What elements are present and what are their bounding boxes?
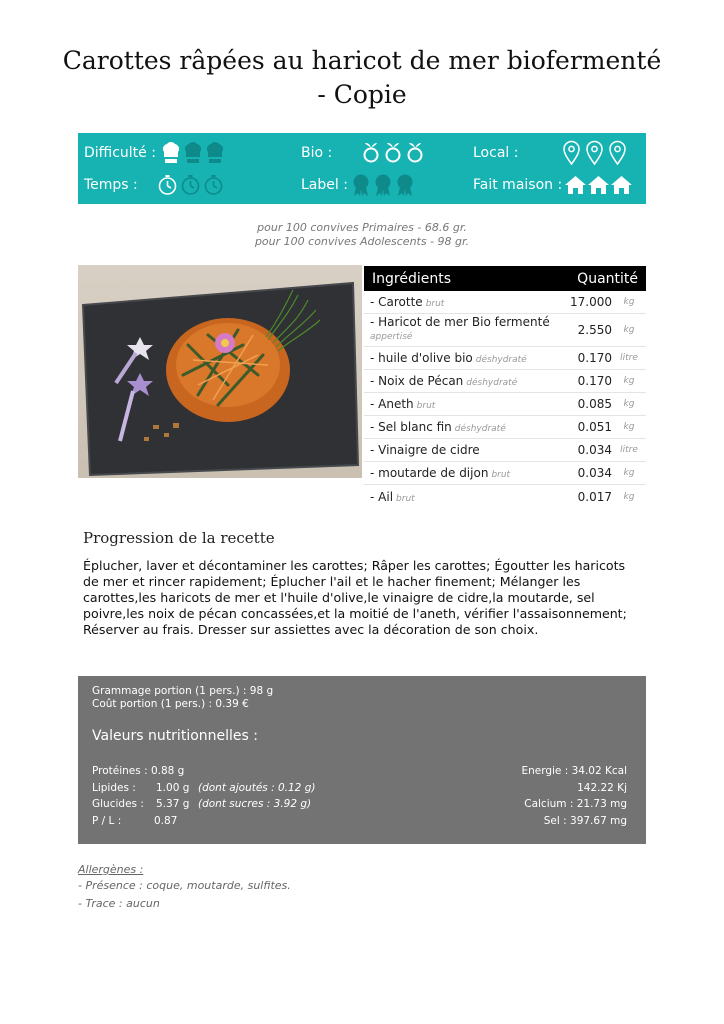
- ingredient-name: - Haricot de mer Bio fermenté: [370, 315, 550, 329]
- time-label: Temps :: [84, 177, 138, 193]
- ingredient-state: déshydraté: [466, 378, 518, 388]
- homemade-rating: [564, 174, 633, 196]
- label-rating: [350, 173, 416, 197]
- ingredient-name: - moutarde de dijon: [370, 466, 489, 480]
- ingredients-table: [364, 266, 646, 508]
- ingredient-row: [364, 314, 646, 347]
- award-ribbon-icon: [394, 173, 416, 197]
- bio-cell: [301, 140, 426, 166]
- ingredient-row: [364, 370, 646, 393]
- ingredient-name: - Vinaigre de cidre: [370, 443, 480, 457]
- progression-text: Éplucher, laver et décontaminer les carottes; Râper les carottes; Égoutter les haricots de mer et rincer rapidement; Éplucher l'ail et le hacher finement; Mélanger les carottes,les haricots de mer et l'huile d'olive,le vinaigre de cidre,la moutarde, sel poivre,les noix de pécan concassées,et la moitié de l'aneth, vérifier l'assaisonnement; Réserver au frais. Dresser sur assiettes avec la décoration de son choix.: [83, 558, 627, 637]
- lipids-extra: (dont ajoutés : 0.12 g): [198, 782, 316, 794]
- pl-label: P / L :: [92, 815, 122, 827]
- ingredient-qty: 0.034: [577, 443, 612, 457]
- ingredient-unit: litre: [620, 353, 638, 363]
- location-pin-icon: [606, 140, 629, 166]
- ingredient-row: [364, 485, 646, 508]
- ingredient-name: - Carotte: [370, 295, 423, 309]
- ingredient-state: déshydraté: [454, 424, 506, 434]
- ingredient-state: brut: [396, 493, 415, 504]
- stopwatch-icon: [156, 174, 179, 196]
- servings-adolescent: pour 100 convives Adolescents - 98 gr.: [254, 235, 470, 248]
- ingredient-qty: 0.034: [577, 466, 612, 480]
- glucides-value: 5.37 g: [156, 798, 190, 810]
- energy-kj: 142.22 Kj: [577, 782, 627, 794]
- ingredients-header: [364, 266, 646, 291]
- local-rating: [560, 140, 629, 166]
- ingredient-unit: litre: [620, 445, 638, 455]
- allergens-trace: - Trace : aucun: [78, 897, 160, 910]
- ingredient-state: déshydraté: [475, 355, 527, 365]
- bio-rating: [360, 141, 426, 165]
- ingredient-name: - huile d'olive bio: [370, 351, 473, 365]
- header-ingredients: Ingrédients: [372, 270, 451, 287]
- progression-title: Progression de la recette: [83, 529, 275, 547]
- ingredient-qty: 17.000: [570, 295, 612, 309]
- nutrition-panel: [78, 676, 646, 844]
- info-band: [78, 133, 646, 204]
- ingredient-qty: 0.051: [577, 420, 612, 434]
- ingredient-state: brut: [425, 299, 445, 309]
- salt: Sel : 397.67 mg: [543, 815, 627, 827]
- ingredient-unit: kg: [623, 399, 635, 409]
- bio-leaf-icon: [360, 141, 382, 165]
- proteins: Protéines : 0.88 g: [92, 765, 185, 777]
- allergens-presence: - Présence : coque, moutarde, sulfites.: [78, 879, 291, 892]
- recipe-photo: [78, 265, 362, 478]
- difficulty-rating: [160, 141, 226, 165]
- ingredient-row: [364, 393, 646, 416]
- ingredient-qty: 0.170: [577, 351, 612, 365]
- location-pin-icon: [583, 140, 606, 166]
- location-pin-icon: [560, 140, 583, 166]
- ingredient-state: brut: [416, 401, 436, 411]
- ingredient-unit: kg: [623, 468, 635, 478]
- dish-illustration: [78, 265, 362, 478]
- chef-hat-icon: [204, 141, 226, 165]
- recipe-title: Carottes râpées au haricot de mer biofermenté - Copie: [62, 46, 662, 109]
- header-quantity: Quantité: [577, 270, 638, 287]
- portion-weight: Grammage portion (1 pers.) : 98 g: [92, 685, 274, 697]
- difficulty-label: Difficulté :: [84, 145, 156, 161]
- bio-label: Bio :: [301, 145, 333, 161]
- ingredient-unit: kg: [623, 376, 635, 386]
- ingredient-qty: 0.085: [577, 397, 612, 411]
- nutrition-title: Valeurs nutritionnelles :: [92, 728, 258, 744]
- ingredient-qty: 0.170: [577, 374, 612, 388]
- local-cell: [473, 140, 629, 166]
- time-cell: [84, 172, 225, 198]
- bio-leaf-icon: [382, 141, 404, 165]
- ingredient-name: - Aneth: [370, 397, 414, 411]
- local-label: Local :: [473, 145, 519, 161]
- ingredient-row: [364, 439, 646, 462]
- ingredient-state: appertisé: [370, 332, 413, 342]
- award-ribbon-icon: [372, 173, 394, 197]
- label-label: Label :: [301, 177, 348, 193]
- house-icon: [564, 174, 587, 196]
- chef-hat-icon: [182, 141, 204, 165]
- chef-hat-icon: [160, 141, 182, 165]
- stopwatch-icon: [202, 174, 225, 196]
- portion-cost: Coût portion (1 pers.) : 0.39 €: [92, 698, 249, 710]
- time-rating: [156, 174, 225, 196]
- ingredient-unit: kg: [623, 297, 635, 307]
- servings-primary: pour 100 convives Primaires - 68.6 gr.: [257, 221, 467, 234]
- ingredient-row: [364, 416, 646, 439]
- ingredient-name: - Ail: [370, 489, 394, 504]
- label-cell: [301, 172, 416, 198]
- ingredient-qty: 2.550: [577, 323, 612, 337]
- award-ribbon-icon: [350, 173, 372, 197]
- servings-info: [0, 221, 724, 249]
- allergens-title: Allergènes :: [78, 863, 144, 876]
- house-icon: [587, 174, 610, 196]
- bio-leaf-icon: [404, 141, 426, 165]
- ingredient-row: [364, 462, 646, 485]
- ingredient-state: brut: [491, 470, 511, 480]
- ingredient-name: - Noix de Pécan: [370, 374, 464, 388]
- calcium: Calcium : 21.73 mg: [524, 798, 627, 810]
- lipids-value: 1.00 g: [156, 782, 190, 794]
- ingredient-row: [364, 291, 646, 314]
- homemade-label: Fait maison :: [473, 177, 563, 193]
- lipids-label: Lipides :: [92, 782, 136, 794]
- allergens-section: [78, 862, 291, 912]
- ingredient-unit: kg: [623, 422, 635, 432]
- glucides-extra: (dont sucres : 3.92 g): [198, 798, 312, 810]
- ingredient-unit: kg: [623, 491, 635, 502]
- difficulty-cell: [84, 140, 226, 166]
- homemade-cell: [473, 172, 633, 198]
- ingredient-unit: kg: [623, 325, 635, 335]
- ingredient-name: - Sel blanc fin: [370, 420, 452, 434]
- ingredient-qty: 0.017: [577, 489, 612, 504]
- energy-kcal: Energie : 34.02 Kcal: [521, 765, 627, 777]
- pl-value: 0.87: [154, 815, 178, 827]
- glucides-label: Glucides :: [92, 798, 144, 810]
- house-icon: [610, 174, 633, 196]
- ingredient-row: [364, 347, 646, 370]
- stopwatch-icon: [179, 174, 202, 196]
